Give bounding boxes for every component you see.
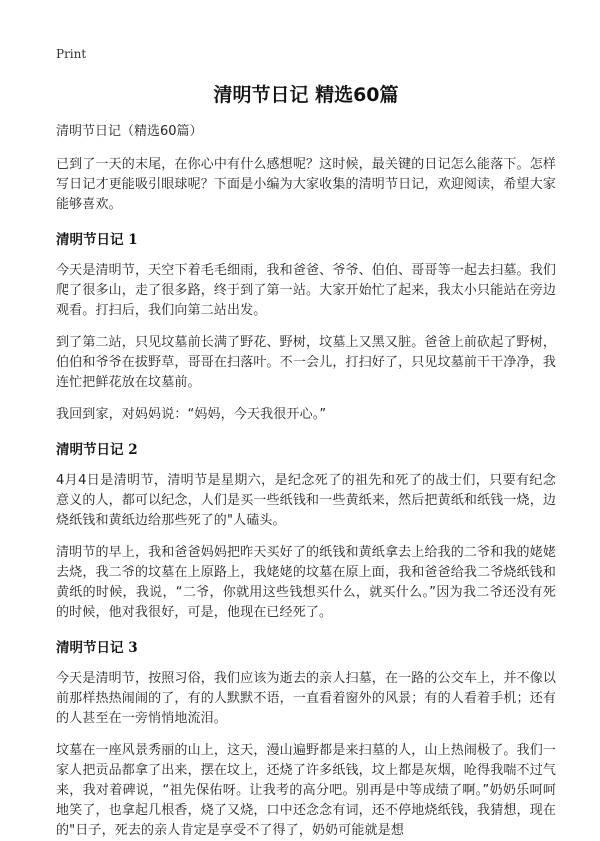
page-title: 清明节日记 精选60篇 — [213, 84, 399, 106]
section-heading-3: 清明节日记 3 — [56, 640, 138, 656]
section-3-paragraph-1: 今天是清明节，按照习俗，我们应该为逝去的亲人扫墓，在一路的公交车上，并不像以前那样热热闹闹的了，有的人默默不语，一直看着窗外的风景；有的人看着手机；还有的人甚至在一旁悄悄地流泪。 — [56, 671, 556, 726]
section-heading-2: 清明节日记 2 — [56, 442, 138, 458]
section-heading-1: 清明节日记 1 — [56, 232, 138, 248]
intro-paragraph: 已到了一天的末尾，在你心中有什么感想呢？这时候，最关键的日记怎么能落下。怎样写日记才更能吸引眼球呢？下面是小编为大家收集的清明节日记，欢迎阅读，希望大家能够喜欢。 — [56, 157, 556, 212]
section-1-paragraph-1: 今天是清明节，天空下着毛毛细雨，我和爸爸、爷爷、伯伯、哥哥等一起去扫墓。我们爬了很多山，走了很多路，终于到了第一站。大家开始忙了起来，我太小只能站在旁边观看。打扫后，我们向第二站出发。 — [56, 263, 556, 318]
section-1-paragraph-3: 我回到家，对妈妈说：“妈妈，今天我很开心。” — [56, 407, 327, 422]
section-1-paragraph-2: 到了第二站，只见坟墓前长满了野花、野树，坟墓上又黑又脏。爸爸上前砍起了野树，伯伯和爷爷在拔野草，哥哥在扫落叶。不一会儿，打扫好了，只见坟墓前干干净净，我连忙把鲜花放在坟墓前。 — [56, 335, 556, 390]
section-3-paragraph-2: 坟墓在一座风景秀丽的山上，这天，漫山遍野都是来扫墓的人，山上热闹极了。我们一家人把贡品都拿了出来，摆在坟上，还烧了许多纸钱，坟上都是灰烟，呛得我喘不过气来，我对着碑说，“祖先保佑呀。让我考的高分吧。别再是中等成绩了啊。”奶奶乐呵呵地笑了，也拿起几根香，烧了又烧，口中还念念有词，还不停地烧纸钱，我猜想，现在的"日子，死去的亲人肯定是享受不了得了，奶奶可能就是想 — [56, 743, 556, 838]
document-subtitle: 清明节日记（精选60篇） — [56, 124, 203, 139]
section-2-paragraph-2: 清明节的早上，我和爸爸妈妈把昨天买好了的纸钱和黄纸拿去上给我的二爷和我的姥姥去烧，我二爷的坟墓在上原路上，我姥姥的坟墓在原上面，我和爸爸给我二爷烧纸钱和黄纸的时候，我说，“二爷，你就用这些钱想买什么，就买什么。”因为我二爷还没有死的时候，他对我很好，可是，他现在已经死了。 — [56, 545, 556, 620]
section-2-paragraph-1: 4月4日是清明节，清明节是星期六，是纪念死了的祖先和死了的战士们，只要有纪念意义的人，都可以纪念，人们是买一些纸钱和一些黄纸来，然后把黄纸和纸钱一烧，边烧纸钱和黄纸边给那些死了的"人磕头。 — [56, 473, 556, 528]
print-link[interactable]: Print — [56, 47, 87, 61]
